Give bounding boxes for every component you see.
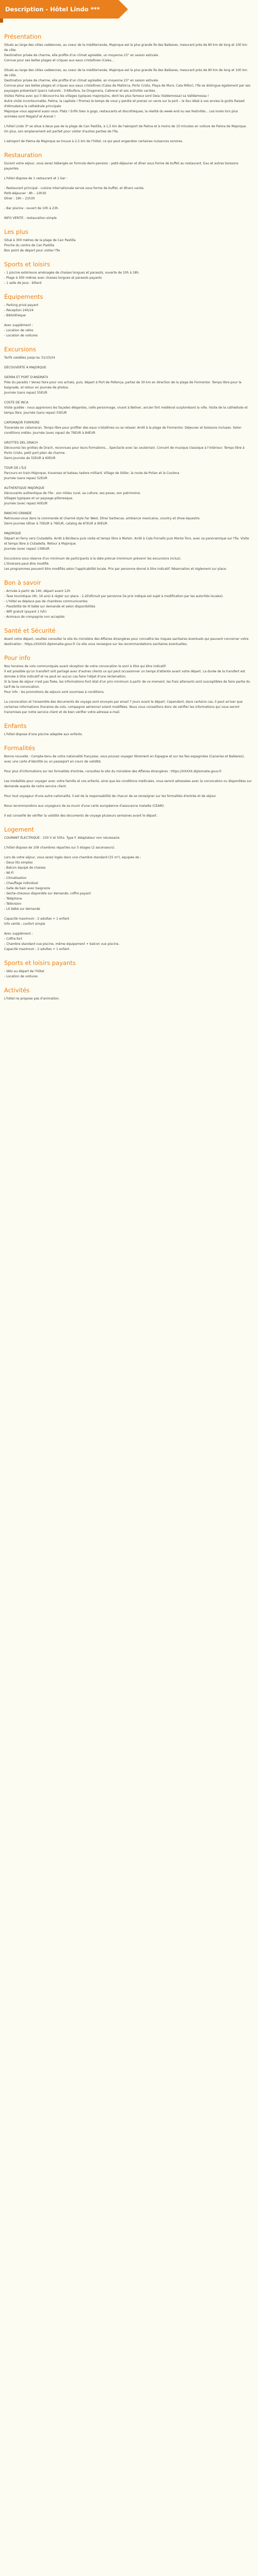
section-paragraph: CAPOMAJOR FORMORE Traversée en catamaran. Temps libre pour profiter des eaux cristallines ou se relaxer. Arrêt à la plage de Formentor. Déjeuner et boissons incluses. Selon conditions météo. Journée (avec repas) de 79EUR à 84EUR xyxy=(4,421,241,435)
section-paragraph: L'hôtel ne propose pas d'animation. xyxy=(4,997,60,1001)
section-heading-logement: Logement xyxy=(4,826,34,833)
section-heading-presentation: Présentation xyxy=(4,33,42,40)
section-paragraph: - Bar piscine : ouvert de 10h à 23h. xyxy=(4,207,59,210)
section-paragraph: L'hôtel dispose d'une piscine adaptée aux enfants. xyxy=(4,733,83,736)
section-paragraph: - Vélo au départ de l'hôtel - Location de voitures xyxy=(4,970,44,978)
banner-title: Description - Hôtel Lindo *** xyxy=(5,6,100,13)
section-paragraph: Avec supplément : - Location de vélos - Location de voitures xyxy=(4,324,38,337)
section-heading-activites: Activités xyxy=(4,987,30,994)
section-heading-formalites: Formalités xyxy=(4,744,35,752)
section-paragraph: Situé à 300 mètres de la plage de Can Pastilla Proche du centre de Can Pastilla Bon point de départ pour visiter l'île xyxy=(4,239,76,252)
section-paragraph: Excursions sous réserve d'un minimum de participants à la date prévue (minimum prévenir les excursions inclus). L'itinéraire peut être modifié. Les programmes peuvent être modifiés selon l'applicabilité locale. Prix par personne donné à titre indicatif. Réservation et règlement sur place. xyxy=(4,557,227,571)
section-paragraph: Les modalités pour voyager avec votre famille et vos enfants, ainsi que les conditions médicales, vous seront adressées avec la convocation ou disponibles sur demande auprès de notre service client. xyxy=(4,779,252,788)
section-heading-excursions: Excursions xyxy=(4,346,36,353)
section-paragraph: L'hôtel Lindo 3* se situe à deux pas de la plage de Can Pastilla, à 1,5 km de l'aéroport de Palma et à moins de 10 minutes en voiture de Palma de Majorque. On plus, son emplacement est parfait pour visiter d'autres parties de l'île. xyxy=(4,125,247,133)
section-heading-restauration: Restauration xyxy=(4,151,42,159)
section-paragraph: DÉCOUVERTE À MAJORQUE xyxy=(4,366,46,369)
section-paragraph: COURANT ÉLECTRIQUE : 230 V et 50hz. Type F. Adaptateur non nécessaire. xyxy=(4,836,121,840)
section-heading-sante: Santé et Sécurité xyxy=(4,627,56,634)
section-paragraph: Pour plus d'informations sur les formalités d'entrée, consultez le site du ministère des Affaires étrangères : https://XXXXX.diplomatie.gouv.fr xyxy=(4,770,222,773)
section-paragraph: Nos horaires de vols communiqués avant réception de votre convocation le sont à titre qui être indicatif. Il est possible qu'un transfert soit partagé avec d'autres clients ce qui peut occasionner un temps d'attente avant votre départ. La durée de la transfert est donnée à titre indicatif et ne peut en aucun cas faire l'objet d'une réclamation. Si la taxe de séjour n'est pas fixée, les informations font état d'un prix minimum à partir de ce moment, les frais attenants sont susceptibles de faire partie du tarif de la convocation. Pour info : les promotions de séjours sont soumises à conditions. xyxy=(4,665,250,694)
section-paragraph: Lors de votre séjour, vous serez logés dans une chambre standard (25 m²), équipée de : - Deux lits simples - Balcon équipé de chaises - Wi-Fi - Climatisation - Chauffage individuel - Salle de bain avec baignoire - Sèche-cheveux disponible sur demande, coffre payant - Téléphone - Télévision - Lit bébé sur demande xyxy=(4,856,141,911)
section-paragraph: - Parking privé payant - Réception 24h/24 - Bibliothèque xyxy=(4,303,39,317)
section-paragraph: L'aéroport de Palma de Majorque se trouve à 2,5 km de l'hôtel, ce qui peut engendrer certaines nuisances sonores. xyxy=(4,140,183,143)
section-heading-equipements: Équipements xyxy=(4,293,43,300)
section-paragraph: INFO VERITE : restauration simple xyxy=(4,216,57,220)
section-heading-sports2: Sports et loisirs payants xyxy=(4,959,76,967)
section-paragraph: La convocation et l'ensemble des documents de voyage sont envoyés par email 7 jours avant le départ. Cependant, dans certains cas, il peut arriver que certaines informations (horaires de vols, compagnie aérienne) soient modifiées. Nous vous conseillons donc de vérifier les informations qui vous seront transmises par notre service client et de bien vérifier votre adresse e-mail. xyxy=(4,700,243,714)
section-paragraph: RANCHO GRANDE Retrouvez-vous dans la commande et charmé style Far West. Dîner barbecue, ambiance mexicaine, country et show équestre. Demi-journée (dîner à 70EUR à 76EUR, catalog de 87EUR à 90EUR xyxy=(4,512,201,526)
section-heading-enfants: Enfants xyxy=(4,722,27,730)
section-paragraph: SIERRA ET PORT D'ANDRATX Près du paradis ! Venez faire pour vos achats, puis, départ à Port de Pollença, partez de 30 km en direction de la plage de Formentor. Temps libre pour la baignade, et retour en journée de photos. Journée (sans repas) 55EUR xyxy=(4,376,241,395)
section-heading-bonasavoir: Bon à savoir xyxy=(4,579,41,586)
section-paragraph: Capacité maximum : 2 adultes + 1 enfant Info vérité : confort simple xyxy=(4,917,70,926)
section-paragraph: Tarifs valables jusqu'au 31/10/24 xyxy=(4,356,55,360)
section-paragraph: AUTHENTIQUE MAJORQUE Découverte authentique de l'île : son milieu rural, sa culture, ses posas, son patrimoine. Villages typiques et un paysage pittoresque. Journée (avec repas) 60EUR xyxy=(4,486,141,505)
section-paragraph: Pour tout voyageur d'une autre nationalité, il est de la responsabilité de chacun de se renseigner sur les formalités d'entrée et de séjour. xyxy=(4,794,217,798)
section-paragraph: L'hôtel dispose de 109 chambres réparties sur 5 étages (2 ascenseurs). xyxy=(4,846,116,850)
section-paragraph: MAJORQUE Départ en ferry vers Ciutadella. Arrêt à Binibeca puis visite et temps libre à Mahón. Arrêt à Cala Fornells puis Monte Toro, avec sa panoramique sur l'île. Visite et temps libre à Ciutadella. Retour à Majorque. Journée (avec repas) 139EUR xyxy=(4,532,249,551)
section-paragraph: TOUR DE L'ÎLE Parcours en train Majorque, traversez et bateau tadore milliard. Village de Sóller, la route de Poilan et la Coulona Journée (sans repas) 52EUR xyxy=(4,466,180,480)
section-paragraph: Situés au large des côtes vadéennes, au coeur de la méditerranée, Majorque est la plus grande île des Baléares, mesurant près de 80 km de long et 100 km de côte. Destination prisée de charme, elle profite d'un climat agréable, un moyenne 23° en saison estivale. Connue pour ses belles plages et criques aux eaux cristallines (Calas... xyxy=(4,43,247,62)
banner-fold xyxy=(0,19,3,23)
section-paragraph: - 1 piscine extérieure aménagée de chaises longues et parasols, ouverte de 10h à 18h. - Plage à 300 mètres avec chaises longues et parasols payants - 1 salle de jeux : billard xyxy=(4,271,140,285)
description-banner xyxy=(0,0,119,19)
section-paragraph: Avant votre départ, veuillez consulter le site du ministère des Affaires étrangères pour connaître les risques sanitaires éventuels qui peuvent concerner votre destination : https://XXXXX.diplomatie.gouv.fr Ce site vous renseigne sur les recommandations sanitaires éventuelles. xyxy=(4,637,249,646)
section-paragraph: L'hôtel dispose de 1 restaurant et 1 bar : xyxy=(4,177,68,180)
section-paragraph: Avec supplément : - Coffre-fort - Chambre standard vue piscine, même équipement + balcon vue piscine. Capacité maximum : 2 adultes + 1 enfant. xyxy=(4,932,120,951)
banner-arrow xyxy=(119,0,128,19)
section-heading-plage: Les plus xyxy=(4,228,28,235)
section-paragraph: Situés au large des côtes vadéennes, au coeur de la méditerranée, Majorque est la plus grande île des Baléares, mesurant près de 80 km de long et 100 km de côte. Destination prisée de charme, elle profite d'un climat agréable, en moyenne 23° en saison estivale. Connue pour ses belles plages et criques aux eaux cristallines (Calas de Mallorca, Porto Cristo, Playa de Muro, Cala Millor), l'île se distingue également par ses paysages présentant (parcs naturels : S'Albufera, Sa Dragonera, Cabrera) et ses activités variées. Visitez Palma avec qui il découvrira les villages typiques majorquins, dont les plus fameux sont Deia (Valdemossa) sa Valldemossa ! Autre visite incontournable, Palma, la capitale ! Promez le temps de vous y perdre et prenez un verre sur le port – le lieu idéal à vos envies le goûts Raised d'Almudaina la cathédrale principale Majorque vous apprend aussi vous. Plats ! Enfin bien à gogo, restaurants et discothèques, la réalité du week-end ou ses festivités... Les lonès lors plus animées sont Magaluf et Arenal ! xyxy=(4,69,251,118)
section-heading-sports: Sports et loisirs xyxy=(4,261,51,268)
section-heading-info: Pour info xyxy=(4,654,30,662)
section-paragraph: GROTTES DEL DRACH Découvrez les grottes de Drach, reconnues pour leurs formations... Spectacle avec lac souterrain. Concert de musique classique à l'intérieur. Temps libre à Porto Cristo, petit port plein de charme. Demi-journée de 55EUR à 60EUR xyxy=(4,441,245,460)
section-paragraph: Il est conseillé de vérifier la validité des documents de voyage plusieurs semaines avant le départ. xyxy=(4,814,158,818)
section-paragraph: COSTE DE INCA Visite guidée : nous apprenons les façades élégantes, celle personnage, vivant à Bellver, ancien fort médiéval surplombant la ville. Visite de la cathédrale et temps libre. Journée (sans repas) 55EUR xyxy=(4,401,248,415)
section-paragraph: Bonne nouvelle : Compte-tenu de votre nationalité française, vous pouvez voyager librement en Espagne et sur les îles espagnoles (Canaries et Baléares), avec une carte d'identité ou un passeport en cours de validité. xyxy=(4,755,245,764)
section-paragraph: - Restaurant principal : cuisine internationale servie sous forme de buffet, et dîners variés. Petit-déjeuner : 8h – 10h30 Dîner : 19h – 21h30 xyxy=(4,187,145,200)
description-content xyxy=(4,26,252,1006)
section-paragraph: - Arrivée à partir de 14h, départ avant 12h - Taxe touristique (4h, 16 ans) à régler sur place : 2,2EUR/nuit par personne (le prix indiqué est sujet à modification par les autorités locales). - L'hôtel se déplace pas de chambres communicantes - Possibilité de lit bébé sur demande et selon disponibilités - Wifi gratuit (payant 1 h/h) - Animaux de compagnie non acceptés xyxy=(4,589,224,619)
section-paragraph: Durant votre séjour, vous serez hébergés en formule demi-pension : petit-déjeuner et dîner sous forme de buffet au restaurant. Eau et autres boissons payantes. xyxy=(4,162,238,171)
section-paragraph: Nous recommandons aux voyageurs de se munir d'une carte européenne d'assurance maladie (CEAM). xyxy=(4,804,165,808)
